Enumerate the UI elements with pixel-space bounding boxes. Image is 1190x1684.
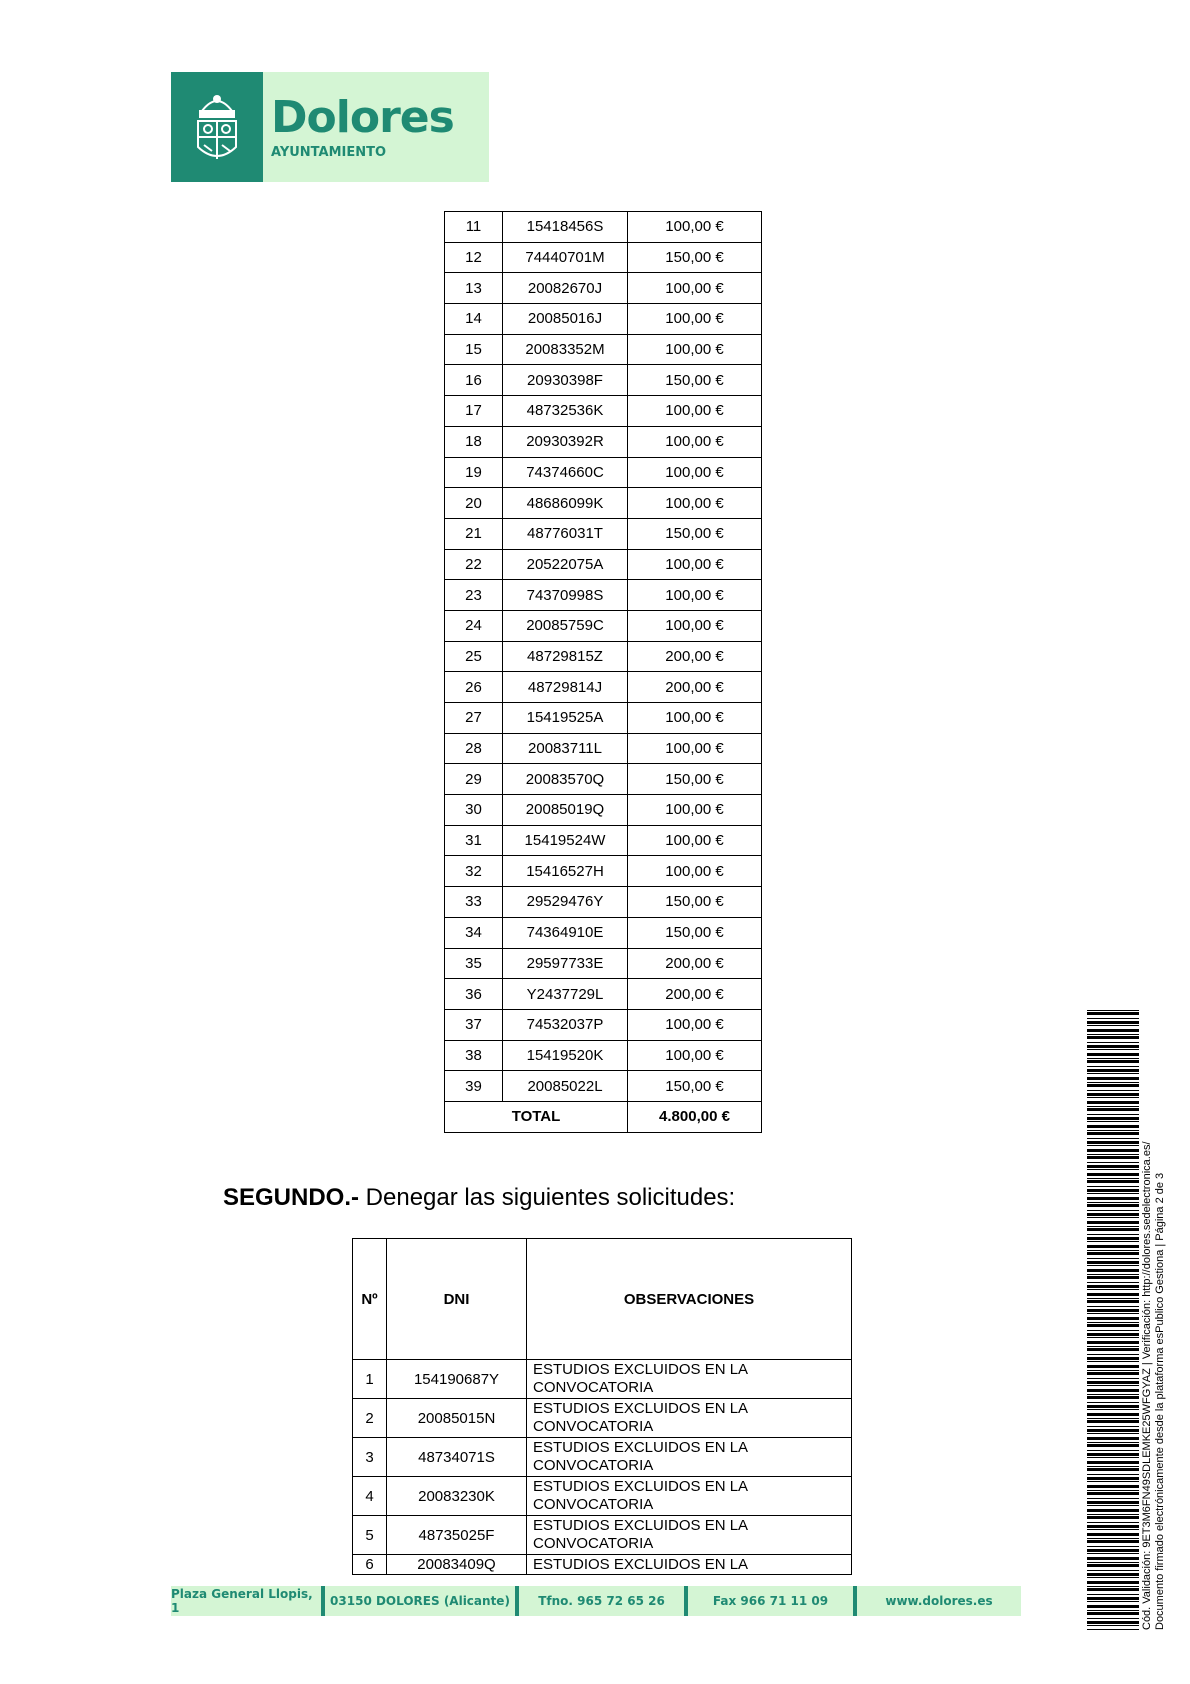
denied-header-dni: DNI <box>387 1239 527 1360</box>
row-amount: 100,00 € <box>628 304 762 335</box>
row-dni: 20085022L <box>503 1071 628 1102</box>
row-number: 12 <box>445 242 503 273</box>
row-number: 28 <box>445 733 503 764</box>
row-amount: 150,00 € <box>628 764 762 795</box>
footer-fax: Fax 966 71 11 09 <box>712 1594 829 1608</box>
row-number: 19 <box>445 457 503 488</box>
row-number: 6 <box>353 1555 387 1575</box>
table-row <box>353 1438 852 1477</box>
row-dni: 20083570Q <box>503 764 628 795</box>
validation-text <box>1141 1070 1167 1630</box>
row-dni: 15416527H <box>503 856 628 887</box>
table-row <box>445 672 762 703</box>
table-row <box>353 1360 852 1399</box>
row-observaciones: ESTUDIOS EXCLUIDOS EN LA CONVOCATORIA <box>527 1516 852 1555</box>
table-row <box>445 795 762 826</box>
row-dni: 20083352M <box>503 334 628 365</box>
table-row <box>353 1477 852 1516</box>
row-number: 13 <box>445 273 503 304</box>
row-amount: 150,00 € <box>628 365 762 396</box>
row-number: 4 <box>353 1477 387 1516</box>
table-row <box>445 1071 762 1102</box>
segundo-text: Denegar las siguientes solicitudes: <box>359 1184 736 1211</box>
row-number: 37 <box>445 1009 503 1040</box>
row-number: 3 <box>353 1438 387 1477</box>
row-number: 34 <box>445 917 503 948</box>
row-amount: 100,00 € <box>628 396 762 427</box>
row-dni: 74370998S <box>503 580 628 611</box>
row-dni: 20085019Q <box>503 795 628 826</box>
row-number: 15 <box>445 334 503 365</box>
row-dni: Y2437729L <box>503 979 628 1010</box>
row-observaciones: ESTUDIOS EXCLUIDOS EN LA CONVOCATORIA <box>527 1399 852 1438</box>
footer-phone: Tfno. 965 72 65 26 <box>538 1594 665 1608</box>
row-dni: 48732536K <box>503 396 628 427</box>
table-row <box>445 518 762 549</box>
row-amount: 200,00 € <box>628 948 762 979</box>
table-row <box>445 1040 762 1071</box>
row-amount: 100,00 € <box>628 1040 762 1071</box>
row-number: 20 <box>445 488 503 519</box>
row-amount: 100,00 € <box>628 1009 762 1040</box>
row-dni: 20930392R <box>503 426 628 457</box>
row-amount: 100,00 € <box>628 549 762 580</box>
row-dni: 15419520K <box>503 1040 628 1071</box>
row-dni: 15419525A <box>503 703 628 734</box>
row-number: 30 <box>445 795 503 826</box>
table-row <box>445 856 762 887</box>
row-amount: 200,00 € <box>628 672 762 703</box>
row-dni: 20522075A <box>503 549 628 580</box>
row-amount: 100,00 € <box>628 334 762 365</box>
row-amount: 150,00 € <box>628 242 762 273</box>
row-dni: 48729815Z <box>503 641 628 672</box>
row-number: 18 <box>445 426 503 457</box>
table-row <box>445 948 762 979</box>
row-number: 22 <box>445 549 503 580</box>
row-number: 5 <box>353 1516 387 1555</box>
row-number: 36 <box>445 979 503 1010</box>
validation-line-2: Documento firmado electrónicamente desde la plataforma esPublico Gestiona | Página 2 de 3 <box>1154 1172 1166 1630</box>
table-row <box>445 212 762 243</box>
table-row <box>445 396 762 427</box>
row-dni: 20085015N <box>387 1399 527 1438</box>
table-row <box>445 917 762 948</box>
table-row <box>445 1009 762 1040</box>
row-dni: 154190687Y <box>387 1360 527 1399</box>
validation-line-1: Cód. Validación: 9ET3M6FN49SDLEMKE25WFGYAZ | Verificación: http://dolores.sedelectronica.es/ <box>1141 1141 1153 1630</box>
row-amount: 100,00 € <box>628 488 762 519</box>
row-dni: 48735025F <box>387 1516 527 1555</box>
row-number: 1 <box>353 1360 387 1399</box>
row-dni: 15419524W <box>503 825 628 856</box>
row-dni: 29597733E <box>503 948 628 979</box>
table-row <box>353 1516 852 1555</box>
row-dni: 74532037P <box>503 1009 628 1040</box>
row-number: 29 <box>445 764 503 795</box>
table-row <box>445 979 762 1010</box>
table-row <box>445 887 762 918</box>
table-row <box>445 764 762 795</box>
segundo-paragraph <box>223 1184 735 1212</box>
row-number: 26 <box>445 672 503 703</box>
row-number: 33 <box>445 887 503 918</box>
brand-name: Dolores <box>271 91 454 143</box>
footer-bar <box>171 1586 1021 1616</box>
total-label: TOTAL <box>445 1101 628 1132</box>
row-number: 23 <box>445 580 503 611</box>
row-amount: 150,00 € <box>628 1071 762 1102</box>
total-row <box>445 1101 762 1132</box>
row-dni: 48729814J <box>503 672 628 703</box>
table-row <box>445 825 762 856</box>
table-row <box>445 457 762 488</box>
table-row <box>445 580 762 611</box>
footer-web: www.dolores.es <box>885 1594 993 1608</box>
row-number: 16 <box>445 365 503 396</box>
coat-of-arms-icon <box>171 72 263 182</box>
row-dni: 48734071S <box>387 1438 527 1477</box>
row-amount: 100,00 € <box>628 273 762 304</box>
row-number: 32 <box>445 856 503 887</box>
table-row <box>445 365 762 396</box>
row-dni: 74440701M <box>503 242 628 273</box>
row-amount: 100,00 € <box>628 457 762 488</box>
row-number: 25 <box>445 641 503 672</box>
segundo-heading: SEGUNDO.- <box>223 1184 360 1211</box>
row-amount: 100,00 € <box>628 212 762 243</box>
row-dni: 74364910E <box>503 917 628 948</box>
row-observaciones: ESTUDIOS EXCLUIDOS EN LA CONVOCATORIA <box>527 1360 852 1399</box>
row-number: 31 <box>445 825 503 856</box>
table-row <box>353 1555 852 1575</box>
row-dni: 20083230K <box>387 1477 527 1516</box>
table-row <box>445 273 762 304</box>
denied-header-observaciones: OBSERVACIONES <box>527 1239 852 1360</box>
table-row <box>445 242 762 273</box>
table-row <box>445 733 762 764</box>
header-logo <box>171 72 489 182</box>
row-amount: 150,00 € <box>628 518 762 549</box>
row-dni: 29529476Y <box>503 887 628 918</box>
total-value: 4.800,00 € <box>628 1101 762 1132</box>
row-amount: 100,00 € <box>628 856 762 887</box>
denied-table <box>352 1238 852 1575</box>
row-amount: 150,00 € <box>628 887 762 918</box>
row-number: 14 <box>445 304 503 335</box>
table-row <box>445 334 762 365</box>
row-number: 17 <box>445 396 503 427</box>
row-amount: 200,00 € <box>628 641 762 672</box>
table-row <box>445 610 762 641</box>
row-amount: 100,00 € <box>628 580 762 611</box>
row-dni: 48686099K <box>503 488 628 519</box>
row-number: 2 <box>353 1399 387 1438</box>
table-row <box>445 703 762 734</box>
row-number: 27 <box>445 703 503 734</box>
row-dni: 20082670J <box>503 273 628 304</box>
row-dni: 74374660C <box>503 457 628 488</box>
row-number: 24 <box>445 610 503 641</box>
footer-address: Plaza General Llopis, 1 <box>171 1587 313 1615</box>
table-row <box>445 304 762 335</box>
row-amount: 200,00 € <box>628 979 762 1010</box>
brand-subtitle: AYUNTAMIENTO <box>271 144 387 160</box>
footer-city: 03150 DOLORES (Alicante) <box>330 1594 510 1608</box>
table-row <box>445 641 762 672</box>
row-number: 39 <box>445 1071 503 1102</box>
row-dni: 20083409Q <box>387 1555 527 1575</box>
row-amount: 150,00 € <box>628 917 762 948</box>
row-amount: 100,00 € <box>628 733 762 764</box>
row-amount: 100,00 € <box>628 610 762 641</box>
row-dni: 20085016J <box>503 304 628 335</box>
row-amount: 100,00 € <box>628 426 762 457</box>
row-number: 11 <box>445 212 503 243</box>
row-number: 35 <box>445 948 503 979</box>
row-number: 21 <box>445 518 503 549</box>
row-dni: 15418456S <box>503 212 628 243</box>
row-dni: 48776031T <box>503 518 628 549</box>
table-row <box>445 426 762 457</box>
row-amount: 100,00 € <box>628 825 762 856</box>
table-row <box>445 549 762 580</box>
denied-header-n: Nº <box>353 1239 387 1360</box>
row-amount: 100,00 € <box>628 795 762 826</box>
row-dni: 20083711L <box>503 733 628 764</box>
row-observaciones: ESTUDIOS EXCLUIDOS EN LA CONVOCATORIA <box>527 1438 852 1477</box>
granted-table <box>444 211 762 1133</box>
row-observaciones: ESTUDIOS EXCLUIDOS EN LA <box>527 1555 852 1575</box>
barcode-icon <box>1087 1010 1139 1630</box>
row-dni: 20930398F <box>503 365 628 396</box>
table-row <box>445 488 762 519</box>
row-amount: 100,00 € <box>628 703 762 734</box>
table-row <box>353 1399 852 1438</box>
row-dni: 20085759C <box>503 610 628 641</box>
row-observaciones: ESTUDIOS EXCLUIDOS EN LA CONVOCATORIA <box>527 1477 852 1516</box>
row-number: 38 <box>445 1040 503 1071</box>
